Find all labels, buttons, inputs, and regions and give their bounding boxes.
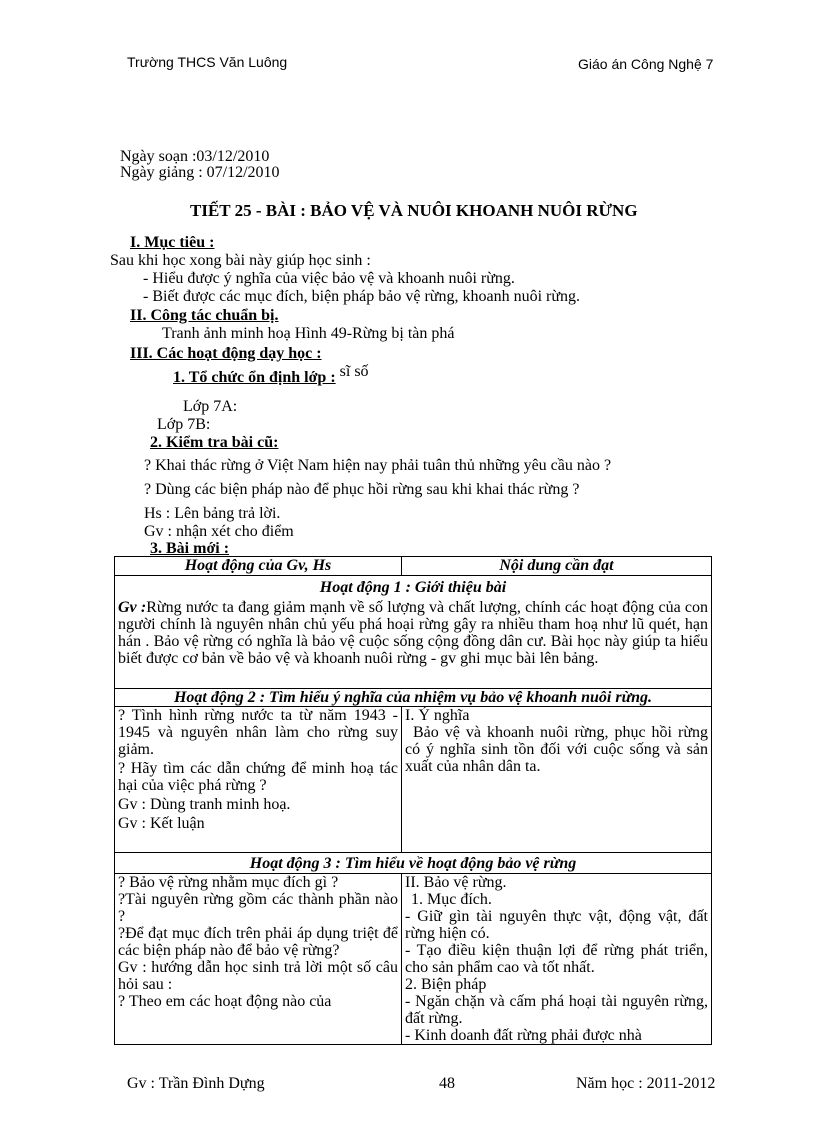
activity1-text: Rừng nước ta đang giảm mạnh về số lượng và chất lượng, chính các hoạt động của con người chính là nguyên nhân chủ yếu phá hoại rừng gây ra nhiều tham hoạ như lũ quét, hạn hán . Bảo vệ rừng có nghĩa là bảo vệ cuộc sống cộng đồng dân cư. Bài học này giúp ta hiểu biết được cơ bản về bảo vệ và khoanh nuôi rừng - gv ghi mục bài lên bảng. <box>118 599 709 667</box>
activity3-right-heading: II. Bảo vệ rừng. <box>405 874 507 891</box>
activity2-title-row <box>115 689 712 707</box>
col-header-activities: Hoạt động của Gv, Hs <box>115 557 402 576</box>
class-7a: Lớp 7A: <box>183 398 238 415</box>
class-7b: Lớp 7B: <box>157 416 211 433</box>
activity3-question-1: ? Bảo vệ rừng nhằm mục đích gì ? <box>118 874 339 891</box>
org-heading: 1. Tổ chức ổn định lớp : <box>173 369 336 386</box>
activity3-measure-1: - Ngăn chặn và cấm phá hoại tài nguyên rừng, đất rừng. <box>405 993 708 1027</box>
activity2-right-heading: I. Ý nghĩa <box>405 707 470 724</box>
objectives-heading: I. Mục tiêu : <box>130 234 215 251</box>
activity3-question-3: ?Để đạt mục đích trên phải áp dụng triệt để các biện pháp nào để bảo vệ rừng? <box>118 925 398 959</box>
activity2-question-2: ? Hãy tìm các dẫn chứng để minh hoạ tác hại của việc phá rừng ? <box>118 760 398 794</box>
activity3-right <box>402 874 712 1045</box>
footer-school-year: Năm học : 2011-2012 <box>576 1075 716 1092</box>
activity3-left <box>115 874 402 1045</box>
activities-heading: III. Các hoạt động dạy học : <box>130 345 322 362</box>
activity2-right-text: Bảo vệ và khoanh nuôi rừng, phục hồi rừng có ý nghĩa sinh tồn đối với cuộc sống và sản xuất của nhân dân ta. <box>405 724 708 775</box>
activity3-row <box>115 874 712 1045</box>
page-title: TIẾT 25 - BÀI : BẢO VỆ VÀ NUÔI KHOANH NUÔI RỪNG <box>190 201 638 220</box>
school-name: Trường THCS Văn Luông <box>127 54 288 70</box>
objective-item-2: - Biết được các mục đích, biện pháp bảo vệ rừng, khoanh nuôi rừng. <box>143 288 581 305</box>
activity3-measure-2: - Kinh doanh đất rừng phải được nhà <box>405 1027 642 1044</box>
preparation-text: Tranh ảnh minh hoạ Hình 49-Rừng bị tàn phá <box>162 325 455 342</box>
subject-name: Giáo án Công Nghệ 7 <box>578 56 714 72</box>
teacher-note: Gv : nhận xét cho điểm <box>144 523 294 540</box>
activity3-measures-heading: 2. Biện pháp <box>405 976 487 993</box>
activity3-question-4: ? Theo em các hoạt động nào của <box>118 993 332 1010</box>
table-header-row <box>115 557 712 576</box>
footer-page-number: 48 <box>439 1075 455 1092</box>
new-lesson-heading: 3. Bài mới : <box>150 540 230 557</box>
activity1-gv-label: Gv : <box>118 599 147 616</box>
activity3-purpose-1: - Giữ gìn tài nguyên thực vật, động vật, đất rừng hiện có. <box>405 908 708 942</box>
activity2-gv-1: Gv : Dùng tranh minh hoạ. <box>118 796 291 813</box>
footer-teacher: Gv : Trần Đình Dựng <box>127 1075 265 1092</box>
date-taught: Ngày giảng : 07/12/2010 <box>120 164 280 181</box>
check-question-1: ? Khai thác rừng ở Việt Nam hiện nay phải tuân thủ những yêu cầu nào ? <box>144 457 612 474</box>
objectives-intro: Sau khi học xong bài này giúp học sinh : <box>110 252 371 269</box>
activity2-row <box>115 707 712 853</box>
activity2-left <box>115 707 402 853</box>
activity1-cell <box>115 576 712 689</box>
objective-item-1: - Hiểu được ý nghĩa của việc bảo vệ và khoanh nuôi rừng. <box>143 270 515 287</box>
date-prepared: Ngày soạn :03/12/2010 <box>120 148 270 165</box>
check-question-2: ? Dùng các biện pháp nào để phục hồi rừng sau khi khai thác rừng ? <box>144 481 580 498</box>
col-header-content: Nội dung cần đạt <box>402 557 712 576</box>
activity2-right <box>402 707 712 853</box>
activity3-title: Hoạt động 3 : Tìm hiểu về hoạt động bảo vệ rừng <box>115 853 712 874</box>
activity2-title: Hoạt động 2 : Tìm hiểu ý nghĩa của nhiệm vụ bảo vệ khoanh nuôi rừng. <box>115 689 712 707</box>
activity3-gv-guide: Gv : hướng dẫn học sinh trả lời một số câu hỏi sau : <box>118 959 398 993</box>
org-heading-row <box>173 363 369 386</box>
activity3-purpose-heading: 1. Mục đích. <box>411 891 492 908</box>
activity1-row <box>115 576 712 689</box>
activity1-text-block <box>118 599 708 667</box>
check-heading: 2. Kiểm tra bài cũ: <box>150 434 279 451</box>
activity3-title-row <box>115 853 712 874</box>
activity3-purpose-2: - Tạo điều kiện thuận lợi để rừng phát triển, cho sản phẩm cao và tốt nhất. <box>405 942 708 976</box>
activity3-question-2: ?Tài nguyên rừng gồm các thành phần nào ? <box>118 891 398 925</box>
student-note: Hs : Lên bảng trả lời. <box>144 505 281 522</box>
activity2-gv-2: Gv : Kết luận <box>118 815 205 832</box>
preparation-heading: II. Công tác chuẩn bị. <box>130 307 279 324</box>
lesson-table <box>114 556 712 1045</box>
activity2-question-1: ? Tình hình rừng nước ta từ năm 1943 - 1945 và nguyên nhân làm cho rừng suy giảm. <box>118 707 398 758</box>
org-note: sĩ số <box>339 363 369 380</box>
activity1-title: Hoạt động 1 : Giới thiệu bài <box>319 579 507 596</box>
